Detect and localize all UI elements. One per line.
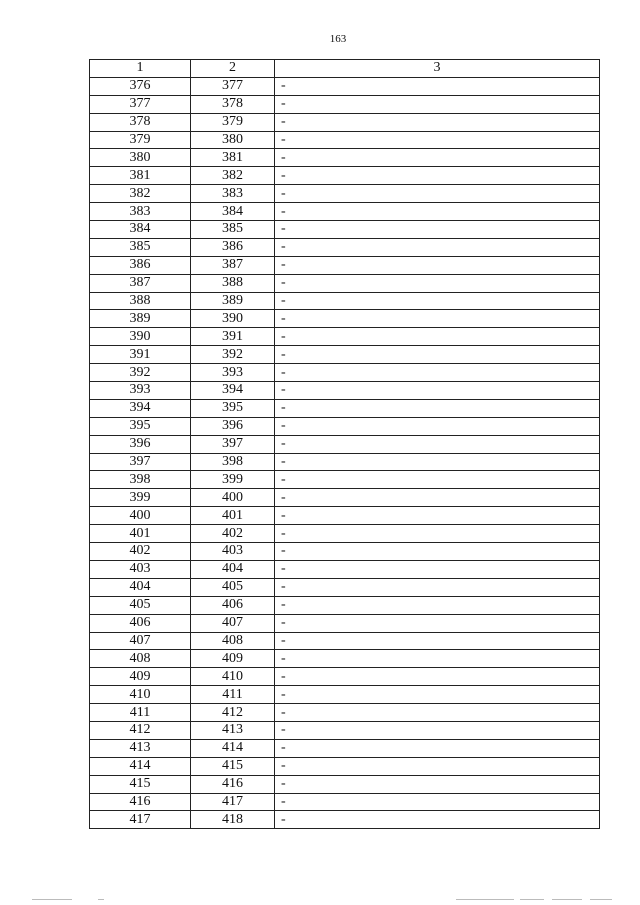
- table-cell-col-3: -: [275, 578, 600, 596]
- table-cell-col-3: -: [275, 811, 600, 829]
- table-cell-col-1: 415: [90, 775, 191, 793]
- table-cell-col-3: -: [275, 704, 600, 722]
- table-cell-col-1: 406: [90, 614, 191, 632]
- table-cell-col-3: -: [275, 453, 600, 471]
- table-cell-col-2: 415: [191, 757, 275, 775]
- table-cell-col-2: 391: [191, 328, 275, 346]
- table-cell-col-1: 402: [90, 543, 191, 561]
- table-cell-col-2: 394: [191, 382, 275, 400]
- table-cell-col-3: -: [275, 507, 600, 525]
- table-cell-col-2: 405: [191, 578, 275, 596]
- table-cell-col-3: -: [275, 131, 600, 149]
- table-cell-col-2: 383: [191, 185, 275, 203]
- table-row: [90, 149, 600, 167]
- table-cell-col-2: 406: [191, 596, 275, 614]
- table-row: [90, 113, 600, 131]
- table-cell-col-2: 409: [191, 650, 275, 668]
- table-cell-col-1: 400: [90, 507, 191, 525]
- table-row: [90, 203, 600, 221]
- table-cell-col-2: 395: [191, 399, 275, 417]
- table-row: [90, 525, 600, 543]
- table-cell-col-2: 385: [191, 221, 275, 239]
- table-cell-col-2: 392: [191, 346, 275, 364]
- table-cell-col-1: 389: [90, 310, 191, 328]
- table-cell-col-3: -: [275, 650, 600, 668]
- table-cell-col-1: 397: [90, 453, 191, 471]
- table-row: [90, 77, 600, 95]
- table-cell-col-2: 388: [191, 274, 275, 292]
- table-row: [90, 757, 600, 775]
- table-cell-col-2: 381: [191, 149, 275, 167]
- table-cell-col-2: 407: [191, 614, 275, 632]
- table-header: [90, 60, 600, 78]
- table-cell-col-1: 376: [90, 77, 191, 95]
- table-cell-col-1: 410: [90, 686, 191, 704]
- table-row: [90, 686, 600, 704]
- table-cell-col-1: 399: [90, 489, 191, 507]
- table-cell-col-3: -: [275, 95, 600, 113]
- column-header-3: 3: [275, 60, 600, 78]
- table-body: [90, 77, 600, 828]
- table-cell-col-2: 402: [191, 525, 275, 543]
- table-cell-col-3: -: [275, 346, 600, 364]
- table-cell-col-2: 413: [191, 721, 275, 739]
- table-cell-col-3: -: [275, 399, 600, 417]
- table-cell-col-2: 378: [191, 95, 275, 113]
- table-cell-col-3: -: [275, 417, 600, 435]
- table-cell-col-1: 405: [90, 596, 191, 614]
- table-cell-col-1: 380: [90, 149, 191, 167]
- table-row: [90, 399, 600, 417]
- table-cell-col-3: -: [275, 525, 600, 543]
- table-cell-col-1: 388: [90, 292, 191, 310]
- header-row: [90, 60, 600, 78]
- scan-artifact-marks: [0, 899, 640, 903]
- table-cell-col-3: -: [275, 310, 600, 328]
- table-cell-col-1: 398: [90, 471, 191, 489]
- table-row: [90, 221, 600, 239]
- table-cell-col-3: -: [275, 793, 600, 811]
- table-cell-col-1: 408: [90, 650, 191, 668]
- page-number: 163: [329, 33, 347, 45]
- table-cell-col-2: 418: [191, 811, 275, 829]
- table-row: [90, 274, 600, 292]
- table-cell-col-3: -: [275, 543, 600, 561]
- table-cell-col-1: 391: [90, 346, 191, 364]
- table-cell-col-3: -: [275, 382, 600, 400]
- table-row: [90, 256, 600, 274]
- table-cell-col-3: -: [275, 238, 600, 256]
- table-cell-col-3: -: [275, 435, 600, 453]
- table-cell-col-1: 417: [90, 811, 191, 829]
- table-cell-col-2: 400: [191, 489, 275, 507]
- table-cell-col-1: 407: [90, 632, 191, 650]
- table-row: [90, 95, 600, 113]
- table-row: [90, 453, 600, 471]
- table-cell-col-1: 392: [90, 364, 191, 382]
- table-row: [90, 435, 600, 453]
- table-cell-col-1: 385: [90, 238, 191, 256]
- table-cell-col-1: 386: [90, 256, 191, 274]
- table-row: [90, 489, 600, 507]
- table-cell-col-2: 386: [191, 238, 275, 256]
- table-cell-col-1: 394: [90, 399, 191, 417]
- table-cell-col-1: 416: [90, 793, 191, 811]
- table-cell-col-3: -: [275, 364, 600, 382]
- table-cell-col-2: 387: [191, 256, 275, 274]
- table-cell-col-1: 379: [90, 131, 191, 149]
- table-row: [90, 382, 600, 400]
- table-cell-col-3: -: [275, 149, 600, 167]
- table-row: [90, 739, 600, 757]
- table-cell-col-3: -: [275, 274, 600, 292]
- table-cell-col-3: -: [275, 757, 600, 775]
- table-cell-col-2: 384: [191, 203, 275, 221]
- table-cell-col-3: -: [275, 221, 600, 239]
- table-cell-col-3: -: [275, 596, 600, 614]
- table-row: [90, 578, 600, 596]
- table-cell-col-2: 382: [191, 167, 275, 185]
- table-cell-col-2: 389: [191, 292, 275, 310]
- table-row: [90, 507, 600, 525]
- table-cell-col-1: 378: [90, 113, 191, 131]
- table-cell-col-3: -: [275, 256, 600, 274]
- table-cell-col-3: -: [275, 328, 600, 346]
- table-cell-col-2: 398: [191, 453, 275, 471]
- table-cell-col-3: -: [275, 560, 600, 578]
- table-row: [90, 775, 600, 793]
- table-row: [90, 543, 600, 561]
- table-cell-col-1: 403: [90, 560, 191, 578]
- table-cell-col-2: 377: [191, 77, 275, 95]
- table-row: [90, 632, 600, 650]
- table-row: [90, 596, 600, 614]
- table-cell-col-2: 408: [191, 632, 275, 650]
- table-cell-col-3: -: [275, 471, 600, 489]
- table-cell-col-2: 404: [191, 560, 275, 578]
- column-header-1: 1: [90, 60, 191, 78]
- table-cell-col-2: 397: [191, 435, 275, 453]
- table-cell-col-2: 390: [191, 310, 275, 328]
- table-cell-col-2: 393: [191, 364, 275, 382]
- table-row: [90, 704, 600, 722]
- table-row: [90, 471, 600, 489]
- table-row: [90, 346, 600, 364]
- sequence-table: [89, 59, 600, 829]
- table-cell-col-2: 401: [191, 507, 275, 525]
- table-cell-col-3: -: [275, 739, 600, 757]
- table-cell-col-1: 404: [90, 578, 191, 596]
- table-cell-col-1: 396: [90, 435, 191, 453]
- table-cell-col-2: 399: [191, 471, 275, 489]
- table-row: [90, 292, 600, 310]
- table-cell-col-1: 401: [90, 525, 191, 543]
- table-cell-col-2: 417: [191, 793, 275, 811]
- table-cell-col-1: 409: [90, 668, 191, 686]
- table-row: [90, 650, 600, 668]
- table-row: [90, 364, 600, 382]
- table-cell-col-1: 412: [90, 721, 191, 739]
- table-cell-col-2: 379: [191, 113, 275, 131]
- table-cell-col-1: 395: [90, 417, 191, 435]
- table-row: [90, 238, 600, 256]
- table-cell-col-3: -: [275, 185, 600, 203]
- table-cell-col-3: -: [275, 668, 600, 686]
- table-row: [90, 131, 600, 149]
- table-row: [90, 310, 600, 328]
- table-cell-col-1: 377: [90, 95, 191, 113]
- table-cell-col-3: -: [275, 614, 600, 632]
- table-cell-col-3: -: [275, 489, 600, 507]
- table-cell-col-1: 413: [90, 739, 191, 757]
- table-row: [90, 185, 600, 203]
- table-row: [90, 811, 600, 829]
- table-row: [90, 328, 600, 346]
- table-cell-col-3: -: [275, 775, 600, 793]
- table-row: [90, 793, 600, 811]
- table-cell-col-1: 382: [90, 185, 191, 203]
- table-row: [90, 167, 600, 185]
- table-cell-col-1: 387: [90, 274, 191, 292]
- table-cell-col-3: -: [275, 203, 600, 221]
- table-cell-col-2: 380: [191, 131, 275, 149]
- table-cell-col-3: -: [275, 686, 600, 704]
- table-cell-col-1: 383: [90, 203, 191, 221]
- table-cell-col-3: -: [275, 167, 600, 185]
- table-cell-col-3: -: [275, 77, 600, 95]
- table-cell-col-2: 403: [191, 543, 275, 561]
- table-row: [90, 668, 600, 686]
- table-cell-col-2: 414: [191, 739, 275, 757]
- table-cell-col-2: 411: [191, 686, 275, 704]
- column-header-2: 2: [191, 60, 275, 78]
- table-cell-col-3: -: [275, 721, 600, 739]
- table-cell-col-3: -: [275, 292, 600, 310]
- table-cell-col-1: 381: [90, 167, 191, 185]
- table-cell-col-2: 416: [191, 775, 275, 793]
- table-cell-col-1: 411: [90, 704, 191, 722]
- table-row: [90, 560, 600, 578]
- table-cell-col-2: 412: [191, 704, 275, 722]
- table-cell-col-2: 410: [191, 668, 275, 686]
- table-row: [90, 417, 600, 435]
- table-cell-col-2: 396: [191, 417, 275, 435]
- table-cell-col-1: 390: [90, 328, 191, 346]
- table-cell-col-3: -: [275, 113, 600, 131]
- table-row: [90, 614, 600, 632]
- table-cell-col-1: 384: [90, 221, 191, 239]
- table-cell-col-1: 414: [90, 757, 191, 775]
- table-cell-col-1: 393: [90, 382, 191, 400]
- table-cell-col-3: -: [275, 632, 600, 650]
- table-row: [90, 721, 600, 739]
